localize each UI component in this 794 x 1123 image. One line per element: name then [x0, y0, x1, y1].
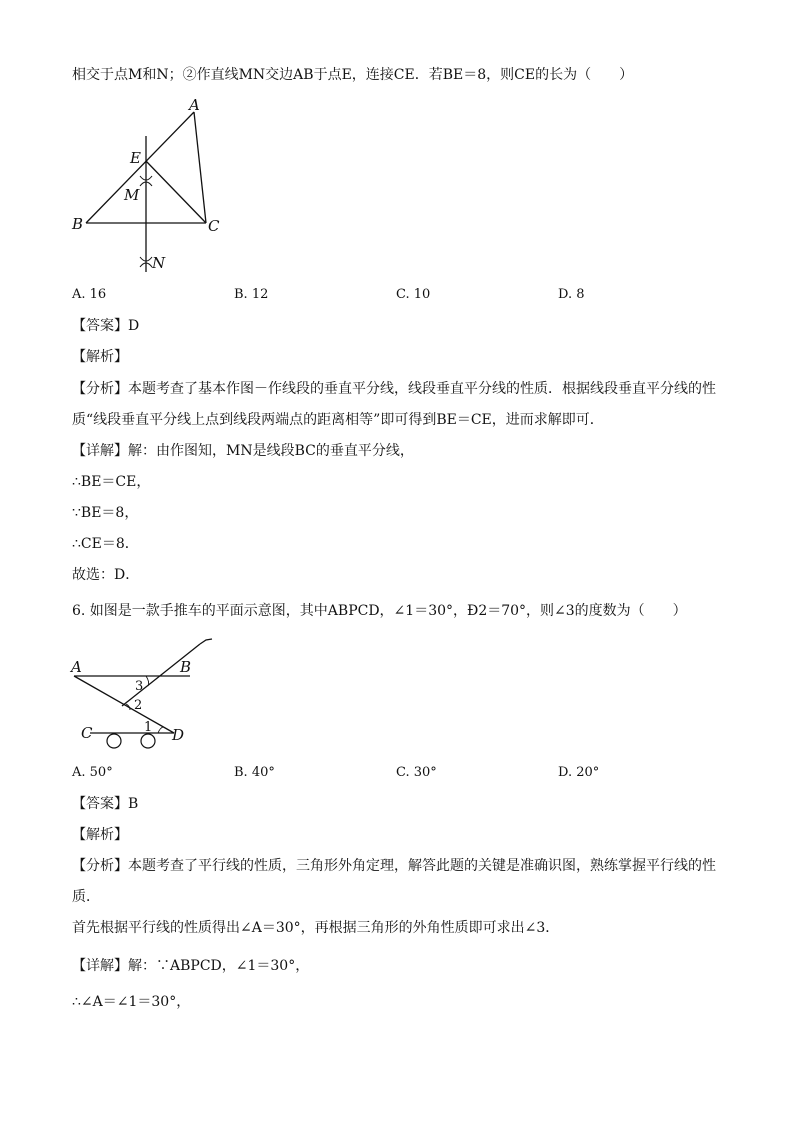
q6-analysis-2: 质． [72, 889, 100, 905]
q5-option-d: D. 8 [558, 287, 585, 302]
wheel-left [107, 734, 121, 748]
label-angle-3: 3 [135, 679, 144, 694]
label-angle-1: 1 [144, 720, 153, 735]
q5-analysis-header: 【解析】 [72, 349, 128, 365]
q6-option-b: B. 40° [234, 765, 275, 780]
q5-analysis-1: 【分析】本题考查了基本作图－作线段的垂直平分线，线段垂直平分线的性质．根据线段垂直平分线的性 [72, 381, 716, 397]
label-N: N [152, 254, 166, 272]
q5-detail-4: ∴CE＝8． [72, 536, 139, 552]
q6-analysis-header: 【解析】 [72, 827, 128, 843]
label-B: B [72, 215, 84, 233]
q6-option-c: C. 30° [396, 765, 437, 780]
q5-analysis-2: 质“线段垂直平分线上点到线段两端点的距离相等”即可得到BE＝CE，进而求解即可． [72, 412, 604, 428]
q6-figure [66, 634, 226, 754]
q6-option-d: D. 20° [558, 765, 600, 780]
q6-analysis-1: 【分析】本题考查了平行线的性质，三角形外角定理，解答此题的关键是准确识图，熟练掌握平行线的性 [72, 858, 716, 874]
label-C: C [81, 724, 93, 742]
segment-EC [146, 161, 206, 223]
q6-stem-line: 6. 如图是一款手推车的平面示意图，其中ABPCD，∠1＝30°，Ð2＝70°，则∠3的度数为（ ） [72, 603, 687, 619]
label-A: A [71, 658, 82, 676]
q5-detail-5: 故选：D． [72, 567, 140, 583]
angle-arc-1 [158, 727, 163, 733]
label-D: D [172, 726, 185, 744]
angle-arc-3 [146, 676, 149, 686]
label-E: E [130, 149, 141, 167]
q5-option-b: B. 12 [234, 287, 269, 302]
q5-detail-2: ∴BE＝CE， [72, 474, 151, 490]
q6-option-a: A. 50° [72, 765, 113, 780]
q5-stem-line: 相交于点M和N；②作直线MN交边AB于点E，连接CE．若BE＝8，则CE的长为（ ） [72, 67, 634, 83]
q5-option-c: C. 10 [396, 287, 431, 302]
q5-figure [60, 92, 240, 277]
q5-detail-3: ∵BE＝8， [72, 505, 139, 521]
q6-detail-1: 【详解】解：∵ABPCD，∠1＝30°， [72, 958, 310, 974]
label-C: C [208, 217, 220, 235]
label-B: B [180, 658, 192, 676]
q6-detail-2: ∴∠A＝∠1＝30°， [72, 994, 191, 1010]
q5-answer: 【答案】D [72, 318, 140, 334]
segment-BA [86, 112, 194, 223]
wheel-right [141, 734, 155, 748]
q5-option-a: A. 16 [72, 287, 107, 302]
q6-analysis-3: 首先根据平行线的性质得出∠A＝30°，再根据三角形的外角性质即可求出∠3． [72, 920, 560, 936]
segment-AC [194, 112, 206, 223]
q6-answer: 【答案】B [72, 796, 139, 812]
handle-grip [200, 639, 212, 644]
label-angle-2: 2 [134, 698, 143, 713]
label-M: M [124, 186, 140, 204]
label-A: A [189, 96, 200, 114]
q5-detail-1: 【详解】解：由作图知，MN是线段BC的垂直平分线， [72, 443, 414, 459]
